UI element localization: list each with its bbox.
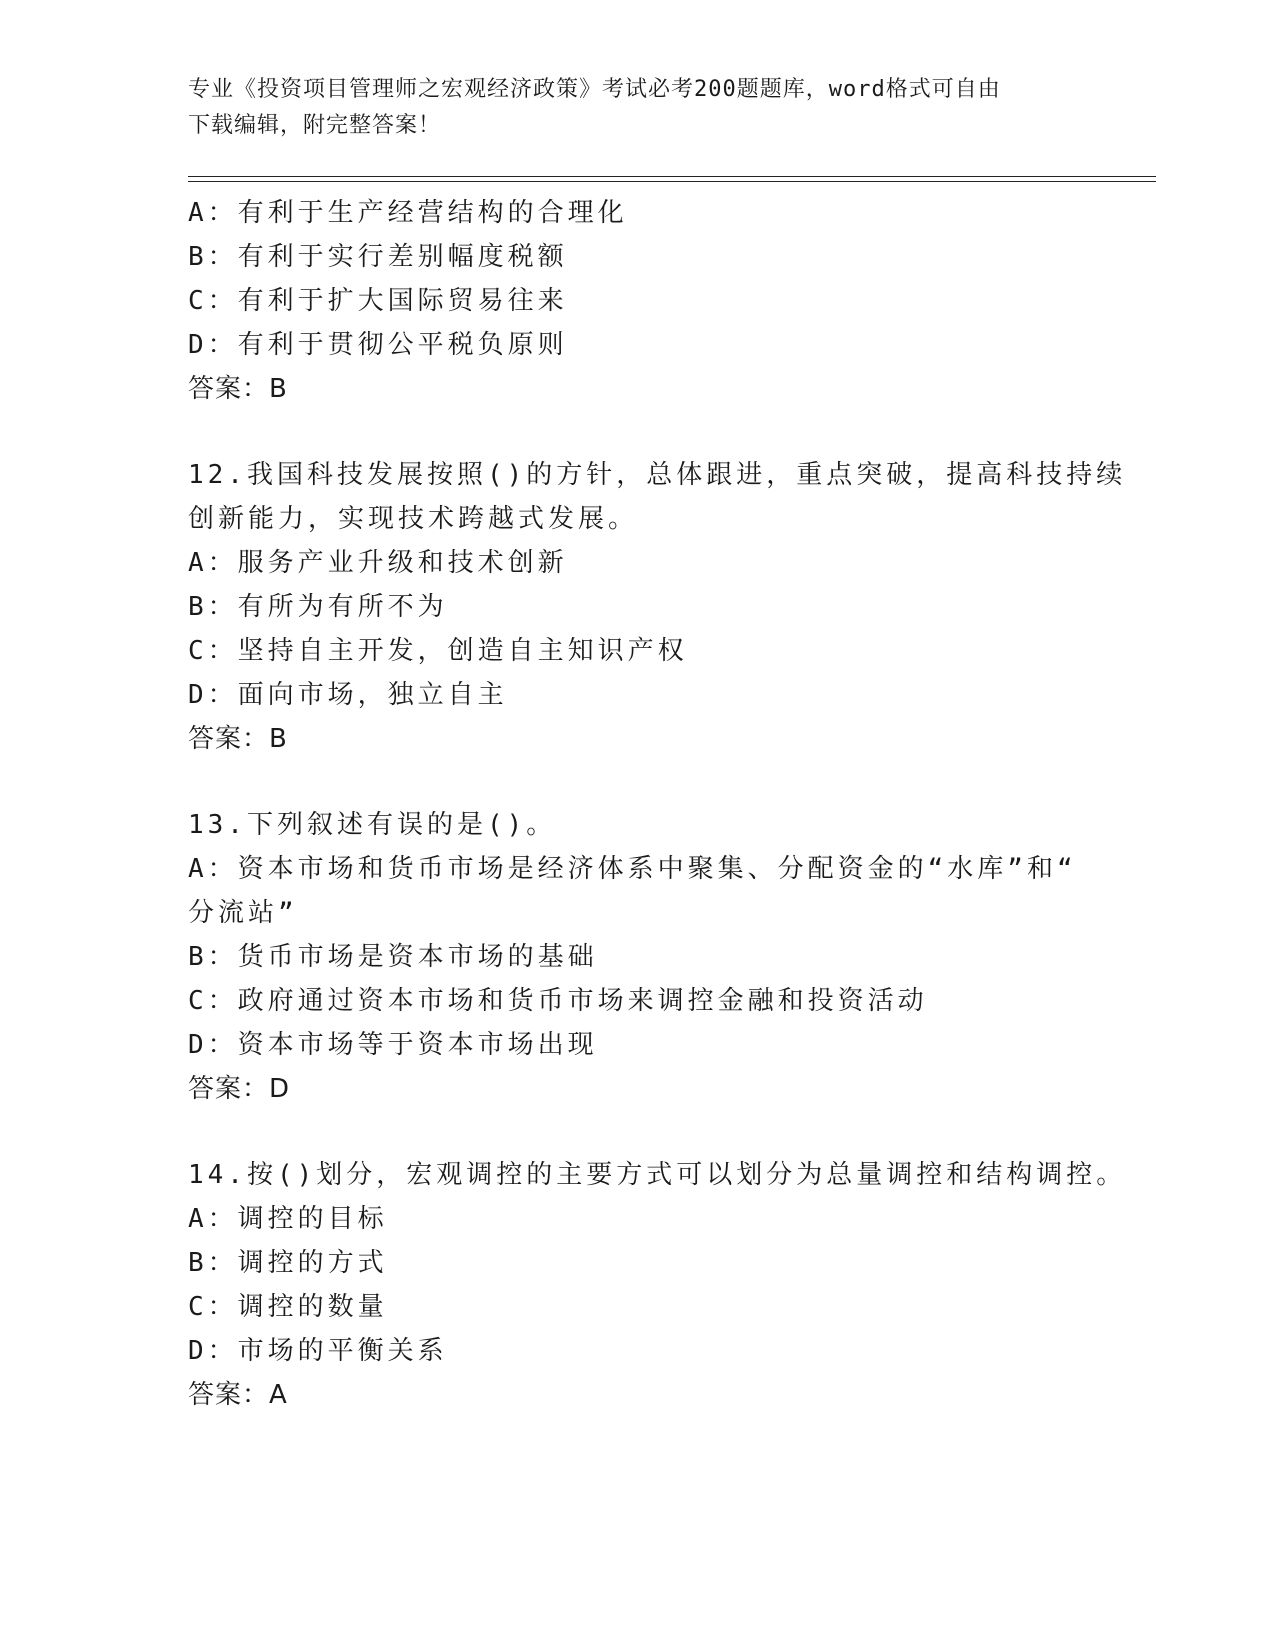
q12-option-c: C：坚持自主开发，创造自主知识产权 (188, 636, 688, 666)
header-line-2: 下载编辑，附完整答案！ (188, 113, 442, 138)
q14-option-a: A：调控的目标 (188, 1204, 388, 1234)
q11-option-c: C：有利于扩大国际贸易往来 (188, 286, 568, 316)
q13-option-a-line-1: A：资本市场和货币市场是经济体系中聚集、分配资金的“水库”和“ (188, 854, 1077, 884)
q13-option-a-line-2: 分流站” (188, 898, 298, 928)
q14-answer: 答案：A (188, 1380, 288, 1410)
q11-option-d: D：有利于贯彻公平税负原则 (188, 330, 568, 360)
q11-answer: 答案：B (188, 374, 288, 404)
q13-option-b: B：货币市场是资本市场的基础 (188, 942, 598, 972)
q12-option-b: B：有所为有所不为 (188, 592, 448, 622)
q14-option-c: C：调控的数量 (188, 1292, 388, 1322)
q13-stem-line-1: 13.下列叙述有误的是()。 (188, 810, 557, 840)
q13-option-d: D：资本市场等于资本市场出现 (188, 1030, 598, 1060)
q14-option-b: B：调控的方式 (188, 1248, 388, 1278)
q13-option-c: C：政府通过资本市场和货币市场来调控金融和投资活动 (188, 986, 928, 1016)
header-rule-bottom (188, 181, 1156, 182)
q14-option-d: D：市场的平衡关系 (188, 1336, 448, 1366)
q11-option-b: B：有利于实行差别幅度税额 (188, 242, 568, 272)
q13-answer: 答案：D (188, 1074, 291, 1104)
q12-option-d: D：面向市场，独立自主 (188, 680, 508, 710)
document-header (188, 72, 1088, 144)
q12-stem-line-1: 12.我国科技发展按照()的方针，总体跟进，重点突破，提高科技持续 (188, 460, 1127, 490)
q12-stem-line-2: 创新能力，实现技术跨越式发展。 (188, 504, 639, 534)
q12-option-a: A：服务产业升级和技术创新 (188, 548, 568, 578)
header-line-1: 专业《投资项目管理师之宏观经济政策》考试必考200题题库，word格式可自由 (188, 77, 1001, 102)
q14-stem-line-1: 14.按()划分，宏观调控的主要方式可以划分为总量调控和结构调控。 (188, 1160, 1127, 1190)
q11-option-a: A：有利于生产经营结构的合理化 (188, 198, 628, 228)
header-rule-top (188, 176, 1156, 177)
q12-answer: 答案：B (188, 724, 288, 754)
